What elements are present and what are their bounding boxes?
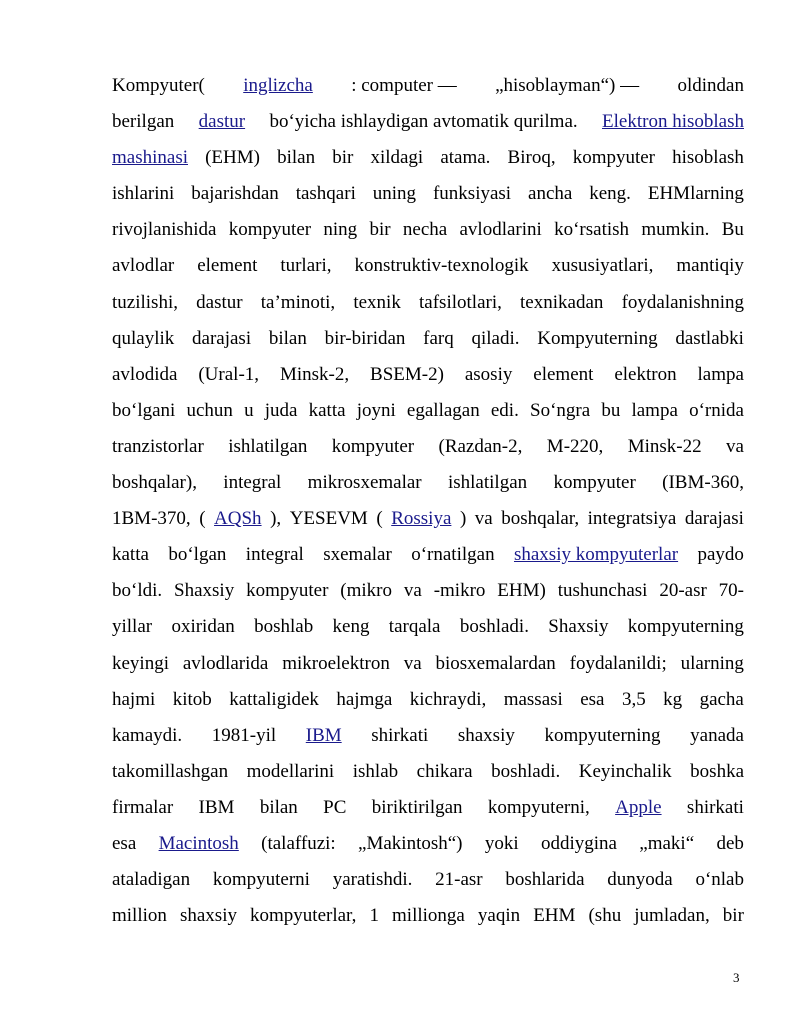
text-line [112,68,744,104]
text-segment: o‘rnida [689,399,744,421]
text-segment: boshqalar), [112,472,197,494]
text-segment: (mikro [340,580,392,602]
text-line [112,537,744,573]
text-segment: ancha [528,183,573,205]
text-segment: rivojlanishida [112,219,217,241]
text-segment: foydalanishning [621,291,744,313]
text-segment: biosxemalardan [435,652,556,674]
text-segment: ishlatilgan [228,435,308,457]
hyperlink[interactable]: mashinasi [112,147,188,169]
hyperlink[interactable]: dastur [198,111,246,133]
text-segment: juda [264,399,298,421]
text-segment: -mikro [433,580,486,602]
text-line [112,609,744,645]
text-segment: va [403,652,422,674]
text-segment: 1 [369,905,379,927]
text-line [112,212,744,248]
text-line [112,429,744,465]
text-segment: 1BM-370, [112,508,191,530]
text-segment: Shaxsiy [548,616,609,638]
text-segment: 3,5 [621,688,646,710]
text-segment: bir [332,147,354,169]
text-segment: ataladigan [112,869,191,891]
text-segment: deb [716,832,744,854]
text-segment: shaxsiy [457,724,515,746]
text-segment: modellarini [246,760,335,782]
text-segment: boshladi. [459,616,529,638]
text-segment: hajmga [336,688,393,710]
text-segment: yanada [690,724,744,746]
text-segment: kompyuter [331,435,415,457]
text-segment: edi. [490,399,519,421]
page-number: 3 [733,970,740,985]
text-segment: 20-asr [659,580,707,602]
text-segment: element [533,363,594,385]
text-segment: M-220, [546,435,604,457]
text-segment: IBM [198,796,235,818]
text-segment: va [403,580,422,602]
text-segment: avlodlar [112,255,175,277]
text-segment: integral [245,544,304,566]
text-line [112,718,744,754]
text-segment: PC [323,796,347,818]
hyperlink[interactable]: Apple [615,796,662,818]
text-segment: gacha [699,688,744,710]
text-segment: bir-biridan [324,327,406,349]
text-segment: (talaffuzi: [261,832,336,854]
text-segment: avlodida [112,363,178,385]
text-segment: hisoblash [672,147,744,169]
text-segment: ( [199,508,206,530]
text-segment: esa [580,688,605,710]
text-segment: Bu [721,219,744,241]
text-segment: tuzilishi, [112,291,178,313]
text-segment: funksiyasi [432,183,512,205]
text-segment: va [474,508,493,530]
text-segment: lampa [697,363,744,385]
text-segment: kompyuter [228,219,312,241]
text-segment: boshqalar, [501,508,580,530]
text-segment: bo‘lgan [168,544,227,566]
text-segment: tashqari [295,183,356,205]
text-segment: takomillashgan [112,760,229,782]
text-line [112,573,744,609]
text-segment: texnik [353,291,401,313]
text-segment: joyni [356,399,396,421]
text-line [112,682,744,718]
text-segment: kompyuterni [212,869,310,891]
text-segment: boshlarida [505,869,585,891]
text-line [112,321,744,357]
body-paragraph [112,68,744,934]
text-segment: uning [372,183,417,205]
text-segment: qiladi. [471,327,520,349]
hyperlink[interactable]: Rossiya [391,508,452,530]
hyperlink[interactable]: inglizcha [243,75,313,96]
text-segment: kompyuterning [544,724,661,746]
text-segment: bir [722,905,744,927]
text-segment: bajarishdan [191,183,279,205]
text-segment: avlodlarini [459,219,542,241]
text-line [112,754,744,790]
text-segment: xildagi [370,147,424,169]
text-segment: 21-asr [435,869,483,891]
text-segment: oddiygina [540,832,617,854]
text-segment: EHMlarning [647,183,744,205]
text-segment: ning [323,219,358,241]
text-segment: mikrosxemalar [307,472,422,494]
text-line [112,501,744,537]
text-segment: massasi [503,688,563,710]
text-segment: : computer — [351,75,457,96]
text-line [112,176,744,212]
text-segment: Keyinchalik [578,760,672,782]
text-segment: hajmi [112,688,156,710]
text-segment: yillar [112,616,153,638]
text-segment: element [197,255,258,277]
text-segment: kamaydi. [112,724,183,746]
text-segment: firmalar [112,796,174,818]
text-line [112,862,744,898]
text-segment: EHM [533,905,576,927]
text-segment: dunyoda [607,869,673,891]
text-segment: u [244,399,254,421]
text-segment: million [112,905,167,927]
text-segment: tarqala [388,616,441,638]
text-segment: mikroelektron [282,652,390,674]
text-segment: va [726,435,744,457]
text-segment: yaqin [477,905,521,927]
text-segment: (shu [588,905,622,927]
text-segment: tranzistorlar [112,435,204,457]
text-segment: ularning [680,652,744,674]
text-segment: Minsk-2, [279,363,350,385]
text-segment: uchun [186,399,233,421]
text-segment: ko‘rsatish [554,219,630,241]
hyperlink[interactable]: Elektron hisoblash [602,111,744,133]
hyperlink[interactable]: IBM [305,724,342,746]
text-segment: EHM) [497,580,546,602]
hyperlink[interactable]: shaxsiy kompyuterlar [513,544,679,566]
text-segment: yaratishdi. [332,869,413,891]
text-segment: shirkati [686,796,744,818]
text-segment: bo‘ldi. [112,580,163,602]
text-line [112,898,744,934]
text-segment: kitob [172,688,212,710]
text-segment: kompyuterni, [487,796,590,818]
text-segment: katta [308,399,346,421]
text-segment: katta [112,544,149,566]
text-segment: mumkin. [641,219,710,241]
text-segment: (Razdan-2, [438,435,523,457]
text-segment: „hisoblayman“) — [495,75,640,96]
text-segment: (Ural-1, [198,363,260,385]
text-line [112,357,744,393]
text-segment: integratsiya [587,508,677,530]
text-segment: bilan [277,147,316,169]
text-line [112,248,744,284]
text-segment: elektron [614,363,677,385]
text-segment: kompyuterning [627,616,744,638]
text-segment: boshka [690,760,744,782]
text-segment: bo‘lgani [112,399,176,421]
text-segment: oxiridan [171,616,235,638]
text-segment: dastur [196,291,243,313]
text-segment: atama. [440,147,491,169]
text-segment: ishlarini [112,183,175,205]
text-segment: esa [112,832,137,854]
text-segment: BSEM-2) [370,363,444,385]
text-segment: ishlab [352,760,399,782]
text-segment: ( [376,508,383,530]
text-segment: boshladi. [491,760,561,782]
text-segment: asosiy [464,363,513,385]
text-segment: kompyuter [553,472,636,494]
text-segment: jumladan, [634,905,710,927]
text-segment: darajasi [192,327,252,349]
text-segment: „maki“ [639,832,695,854]
text-segment: farq [423,327,454,349]
text-segment: keng. [589,183,631,205]
text-segment: bir [369,219,391,241]
text-segment: Kompyuterning [537,327,658,349]
text-segment: tushunchasi [557,580,648,602]
text-segment: bo‘yicha ishlaydigan avtomatik qurilma. [269,111,578,133]
text-segment: Minsk-22 [627,435,702,457]
text-segment: foydalanildi; [569,652,667,674]
text-segment: biriktirilgan [371,796,463,818]
text-segment: shaxsiy [179,905,237,927]
text-segment: shirkati [371,724,429,746]
text-segment: Kompyuter( [112,75,205,96]
text-segment: bilan [259,796,298,818]
text-segment: kompyuterlar, [250,905,357,927]
text-segment: necha [402,219,448,241]
text-segment: 1981-yil [211,724,277,746]
text-segment: ta’minoti, [260,291,336,313]
text-line [112,646,744,682]
text-segment: bu [601,399,621,421]
text-segment: kattaligidek [229,688,319,710]
text-segment: „Makintosh“) [358,832,463,854]
text-segment: mantiqiy [676,255,744,277]
text-segment: lampa [631,399,678,421]
hyperlink[interactable]: AQSh [214,508,262,530]
text-line [112,140,744,176]
text-line [112,104,744,140]
text-segment: yoki [484,832,519,854]
text-segment: Biroq, [507,147,556,169]
text-segment: ), [270,508,282,530]
text-segment: ) [459,508,467,530]
text-segment: texnikadan [520,291,604,313]
text-segment: xususiyatlari, [551,255,654,277]
text-segment: avlodlarida [182,652,269,674]
text-segment: darajasi [684,508,744,530]
text-line [112,790,744,826]
text-segment: Shaxsiy [174,580,235,602]
text-line [112,465,744,501]
text-segment: boshlab [254,616,314,638]
text-segment: 70- [718,580,744,602]
text-segment: kompyuter [246,580,329,602]
text-segment: (EHM) [205,147,260,169]
text-segment: (IBM-360, [662,472,744,494]
text-segment: integral [223,472,282,494]
text-segment: chikara [416,760,473,782]
text-segment: konstruktiv-texnologik [354,255,529,277]
text-segment: berilgan [112,111,175,133]
text-segment: So‘ngra [530,399,591,421]
text-segment: qulaylik [112,327,175,349]
hyperlink[interactable]: Macintosh [158,832,239,854]
text-segment: YESEVM [289,508,368,530]
text-segment: o‘rnatilgan [411,544,495,566]
text-segment: dastlabki [675,327,744,349]
text-segment: bilan [268,327,307,349]
text-segment: keng [332,616,370,638]
text-line [112,393,744,429]
text-segment: tafsilotlari, [419,291,502,313]
text-segment: sxemalar [323,544,392,566]
text-line [112,826,744,862]
text-segment: o‘nlab [695,869,744,891]
text-segment: paydo [697,544,744,566]
text-segment: kichraydi, [409,688,487,710]
text-segment: millionga [392,905,465,927]
text-segment: oldindan [677,75,744,96]
text-segment: kompyuter [572,147,656,169]
text-segment: kg [663,688,683,710]
text-segment: egallagan [406,399,480,421]
text-segment: keyingi [112,652,169,674]
text-segment: ishlatilgan [447,472,528,494]
text-line [112,285,744,321]
text-segment: turlari, [280,255,332,277]
